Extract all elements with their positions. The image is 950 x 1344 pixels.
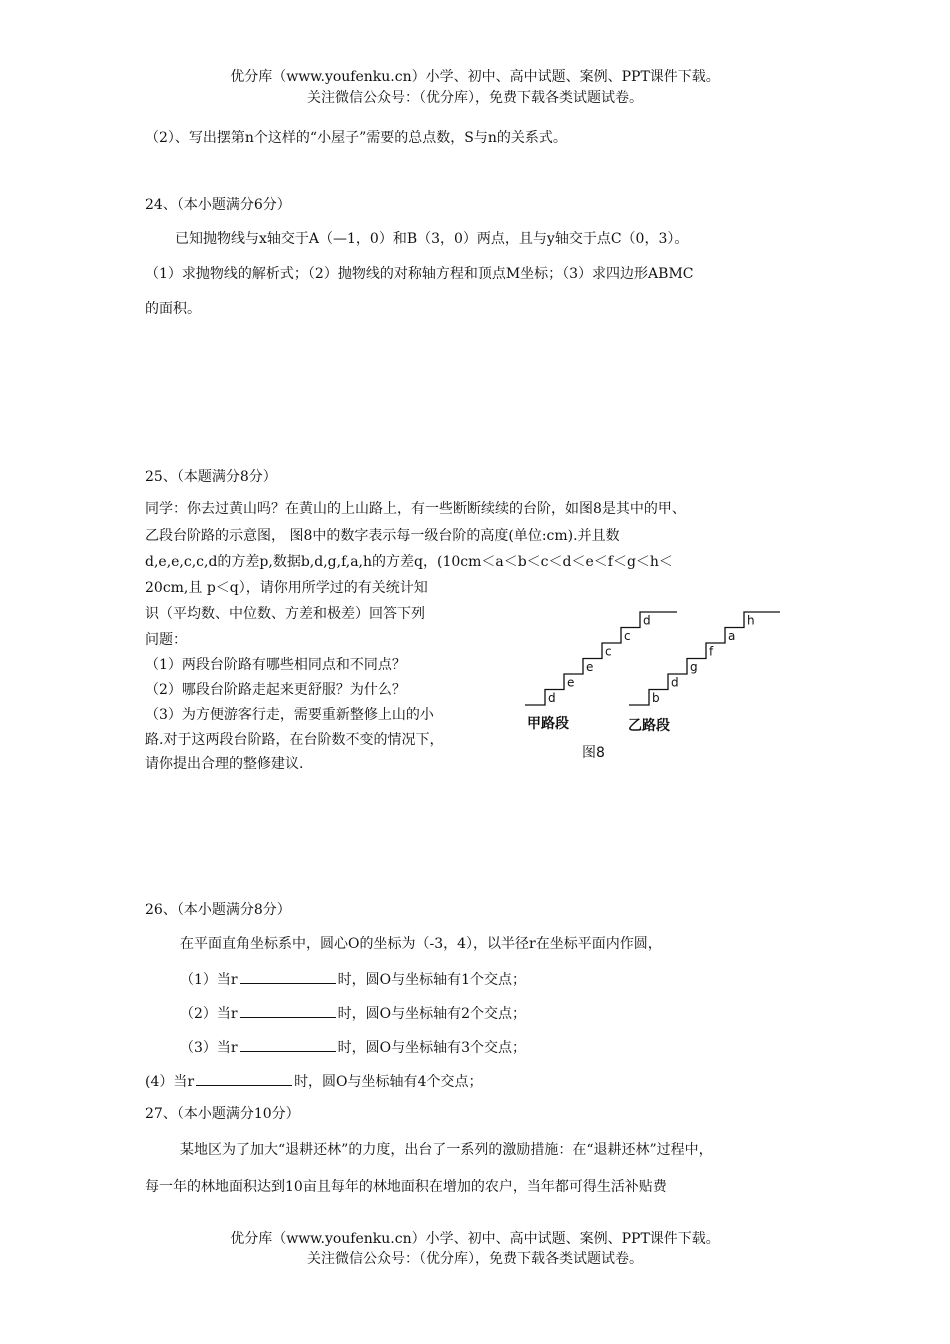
footer-line-1: 优分库（www.youfenku.cn）小学、初中、高中试题、案例、PPT课件下载。 [230, 1231, 720, 1247]
q26-title: 26、（本小题满分8分） [145, 902, 291, 918]
figure-8-stairs [520, 600, 780, 770]
left-step-4-label: c [605, 644, 612, 659]
q25-line11: 请你提出合理的整修建议. [145, 756, 304, 772]
q25-title: 25、（本题满分8分） [145, 469, 277, 485]
right-staircase [629, 612, 780, 705]
q25-line10: 路.对于这两段台阶路，在台阶数不变的情况下， [145, 732, 444, 748]
q25-line2: 乙段台阶路的示意图， 图8中的数字表示每一级台阶的高度(单位:cm).并且数 [145, 528, 620, 544]
left-path-label: 甲路段 [527, 716, 569, 732]
right-step-2-label: d [671, 675, 679, 690]
answer-blank-3[interactable] [240, 1037, 336, 1052]
q25-line1: 同学：你去过黄山吗？在黄山的上山路上，有一些断断续续的台阶，如图8是其中的甲、 [145, 501, 686, 517]
right-path-label: 乙路段 [628, 718, 670, 734]
q25-line3: d,e,e,c,c,d的方差p,数据b,d,g,f,a,h的方差q，(10cm＜a＜b＜c＜d＜e＜f＜g＜h＜ [145, 554, 673, 570]
q24-line1: 已知抛物线与x轴交于A（—1，0）和B（3，0）两点，且与y轴交于点C（0，3）。 [175, 231, 689, 247]
left-step-3-label: e [586, 660, 594, 674]
q25-line8: （2）哪段台阶路走起来更舒服？为什么？ [145, 682, 406, 698]
q26-item-4 [145, 1071, 482, 1092]
q26-item-3-pre: （3）当r [180, 1040, 238, 1056]
q27-line1: 某地区为了加大“退耕还林”的力度，出台了一系列的激励措施：在“退耕还林”过程中， [180, 1142, 713, 1158]
q24-line3: 的面积。 [145, 301, 201, 317]
q26-item-1-post: 时，圆O与坐标轴有1个交点； [337, 972, 526, 988]
q26-intro: 在平面直角坐标系中，圆心O的坐标为（-3，4），以半径r在坐标平面内作圆， [180, 936, 662, 952]
right-step-3-label: g [690, 660, 698, 674]
figure-caption: 图8 [582, 745, 605, 761]
left-step-1-label: d [548, 691, 556, 705]
q24-line2: （1）求抛物线的解析式；（2）抛物线的对称轴方程和顶点M坐标；（3）求四边形ABMC [145, 266, 694, 282]
q25-line7: （1）两段台阶路有哪些相同点和不同点？ [145, 657, 406, 673]
left-step-2-label: e [567, 675, 575, 690]
q26-item-2-post: 时，圆O与坐标轴有2个交点； [337, 1006, 526, 1022]
q27-line2: 每一年的林地面积达到10亩且每年的林地面积在增加的农户，当年都可得生活补贴费 [145, 1179, 667, 1195]
q26-item-3-post: 时，圆O与坐标轴有3个交点； [337, 1040, 526, 1056]
q25-line4: 20cm,且 p＜q），请你用所学过的有关统计知 [145, 580, 428, 596]
q23-part2: （2）、写出摆第n个这样的“小屋子”需要的总点数，S与n的关系式。 [145, 130, 567, 146]
q26-item-1-pre: （1）当r [180, 972, 238, 988]
header-line-1: 优分库（www.youfenku.cn）小学、初中、高中试题、案例、PPT课件下载。 [230, 69, 720, 85]
answer-blank-1[interactable] [240, 969, 336, 984]
right-step-5-label: a [728, 629, 736, 643]
left-step-5-label: c [624, 629, 631, 643]
q25-line6: 问题： [145, 632, 187, 648]
right-step-1-label: b [652, 691, 660, 705]
right-step-4-label: f [709, 644, 714, 659]
q25-line9: （3）为方便游客行走，需要重新整修上山的小 [145, 707, 434, 723]
header-line-2: 关注微信公众号：（优分库），免费下载各类试题试卷。 [307, 90, 643, 106]
q26-item-4-pre: (4）当r [145, 1074, 195, 1090]
left-step-6-label: d [643, 613, 651, 628]
q24-title: 24、（本小题满分6分） [145, 197, 291, 213]
q26-item-1 [180, 969, 526, 990]
answer-blank-4[interactable] [196, 1071, 292, 1086]
q26-item-2-pre: （2）当r [180, 1006, 238, 1022]
q27-title: 27、（本小题满分10分） [145, 1106, 300, 1122]
q26-item-2 [180, 1003, 526, 1024]
q26-item-4-post: 时，圆O与坐标轴有4个交点； [294, 1074, 483, 1090]
q25-line5: 识（平均数、中位数、方差和极差）回答下列 [145, 606, 425, 622]
answer-blank-2[interactable] [240, 1003, 336, 1018]
footer-line-2: 关注微信公众号：（优分库），免费下载各类试题试卷。 [307, 1251, 643, 1267]
right-step-6-label: h [747, 613, 755, 628]
q26-item-3 [180, 1037, 526, 1058]
